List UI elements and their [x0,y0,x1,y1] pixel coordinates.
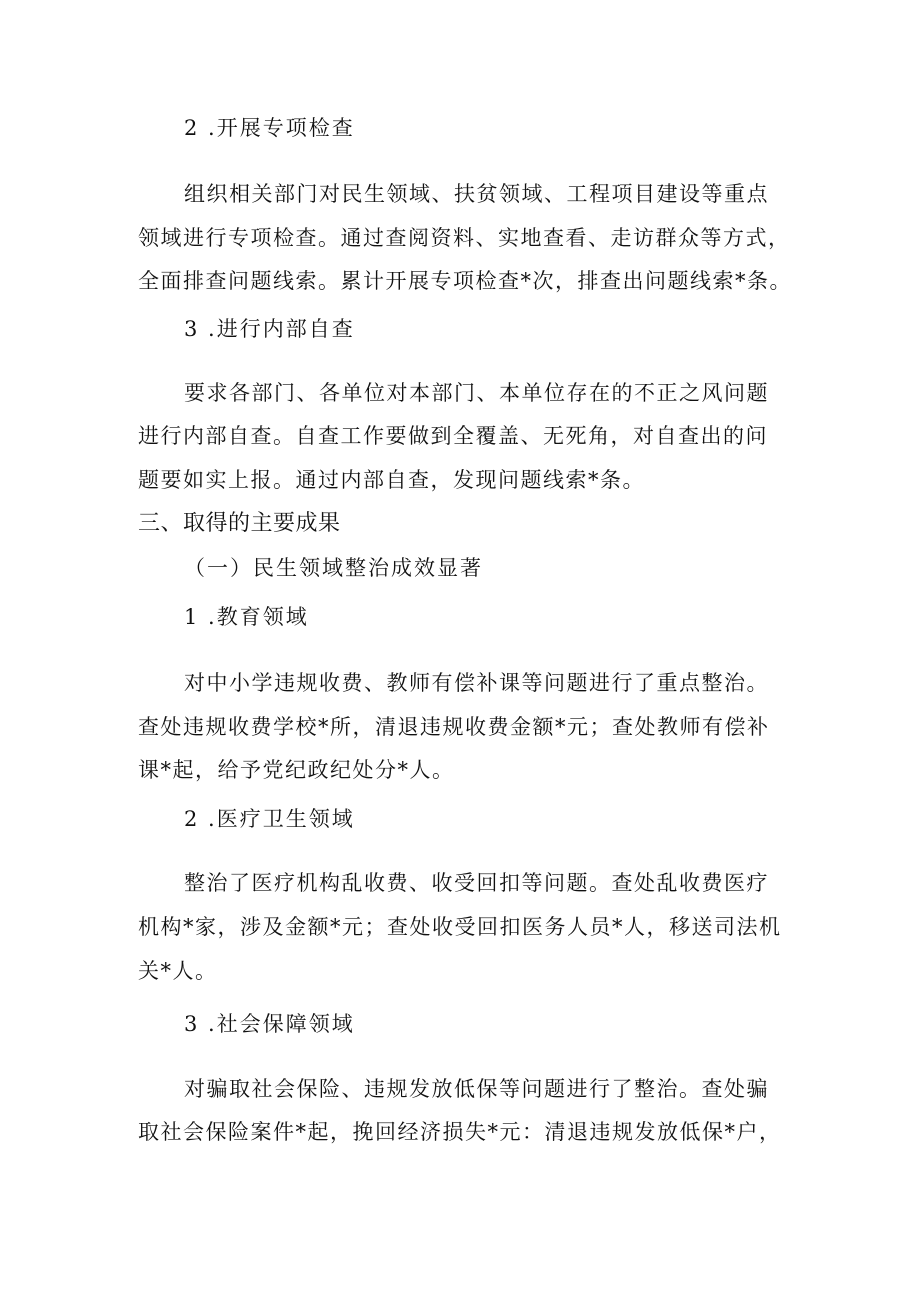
heading-1-education: 1 .教育领域 [184,605,309,629]
paragraph-line: 机构*家，涉及金额*元；查处收受回扣医务人员*人，移送司法机 [138,915,782,939]
paragraph-line: 全面排查问题线索。累计开展专项检查*次，排查出问题线索*条。 [138,269,792,293]
paragraph-line: 查处违规收费学校*所，清退违规收费金额*元；查处教师有偿补 [138,715,770,739]
paragraph-line: 领域进行专项检查。通过查阅资料、实地查看、走访群众等方式， [138,226,791,250]
paragraph-line: 对骗取社会保险、违规发放低保等问题进行了整治。查处骗 [184,1077,769,1101]
heading-3-internal-self-check: 3 .进行内部自查 [184,317,355,341]
paragraph-line: 整治了医疗机构乱收费、收受回扣等问题。查处乱收费医疗 [184,871,769,895]
paragraph-line: 进行内部自查。自查工作要做到全覆盖、无死角，对自查出的问 [138,424,768,448]
paragraph-line: 题要如实上报。通过内部自查，发现问题线索*条。 [138,468,645,492]
paragraph-line: 课*起，给予党纪政纪处分*人。 [138,758,455,782]
section-heading-3: 三、取得的主要成果 [138,511,341,536]
heading-2-special-inspection: 2 .开展专项检查 [184,116,355,140]
subsection-heading-1: （一）民生领域整治成效显著 [184,556,483,580]
paragraph-line: 对中小学违规收费、教师有偿补课等问题进行了重点整治。 [184,671,769,695]
heading-3-social-security: 3 .社会保障领域 [184,1012,355,1036]
paragraph-line: 组织相关部门对民生领域、扶贫领域、工程项目建设等重点 [184,182,769,206]
heading-2-medical: 2 .医疗卫生领域 [184,807,355,831]
paragraph-line: 要求各部门、各单位对本部门、本单位存在的不正之风问题 [184,381,769,405]
paragraph-line: 取社会保险案件*起，挽回经济损失*元：清退违规发放低保*户， [138,1120,782,1144]
paragraph-line: 关*人。 [138,959,218,983]
